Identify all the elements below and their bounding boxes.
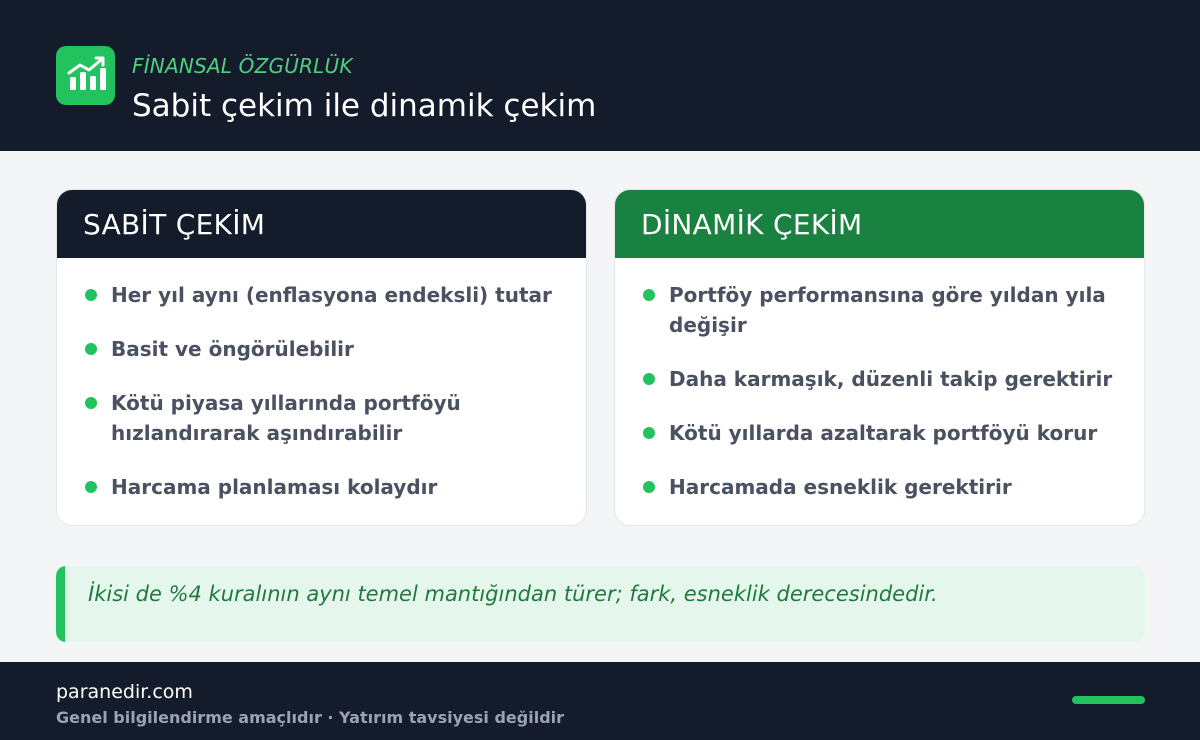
bullet-icon [643,481,655,493]
logo [56,46,115,105]
list-item-text: Kötü yıllarda azaltarak portföyü korur [669,421,1098,445]
list-item-text: Basit ve öngörülebilir [111,337,354,361]
dynamic-withdrawal-card [614,189,1145,526]
card-title: SABİT ÇEKİM [57,190,586,258]
footer [0,662,1200,740]
site-name: paranedir.com [56,681,193,703]
list-item [85,334,566,364]
note-callout [56,566,1145,642]
bullet-icon [85,343,97,355]
disclaimer: Genel bilgilendirme amaçlıdır · Yatırım tavsiyesi değildir [56,708,565,727]
bullet-icon [643,289,655,301]
list-item-text: Kötü piyasa yıllarında portföyü hızlandırarak aşındırabilir [111,391,461,445]
feature-list [615,258,1144,502]
list-item [643,280,1124,340]
list-item [643,364,1124,394]
list-item [85,388,566,448]
bullet-icon [643,373,655,385]
list-item-text: Daha karmaşık, düzenli takip gerektirir [669,367,1113,391]
fixed-withdrawal-card [56,189,587,526]
note-text: İkisi de %4 kuralının aynı temel mantığından türer; fark, esneklik derecesindedir. [88,582,938,606]
card-title: DİNAMİK ÇEKİM [615,190,1144,258]
list-item [85,280,566,310]
list-item [643,418,1124,448]
footer-accent-bar [1072,696,1145,704]
list-item-text: Harcama planlaması kolaydır [111,475,438,499]
list-item-text: Harcamada esneklik gerektirir [669,475,1012,499]
growth-chart-icon [56,46,115,105]
feature-list [57,258,586,502]
header-eyebrow: FİNANSAL ÖZGÜRLÜK [132,54,353,78]
bullet-icon [85,397,97,409]
note-accent-bar [56,566,65,642]
list-item [643,472,1124,502]
bullet-icon [643,427,655,439]
list-item-text: Portföy performansına göre yıldan yıla değişir [669,283,1106,337]
list-item [85,472,566,502]
list-item-text: Her yıl aynı (enflasyona endeksli) tutar [111,283,552,307]
header [0,0,1200,151]
bullet-icon [85,481,97,493]
bullet-icon [85,289,97,301]
page-title: Sabit çekim ile dinamik çekim [132,88,597,124]
